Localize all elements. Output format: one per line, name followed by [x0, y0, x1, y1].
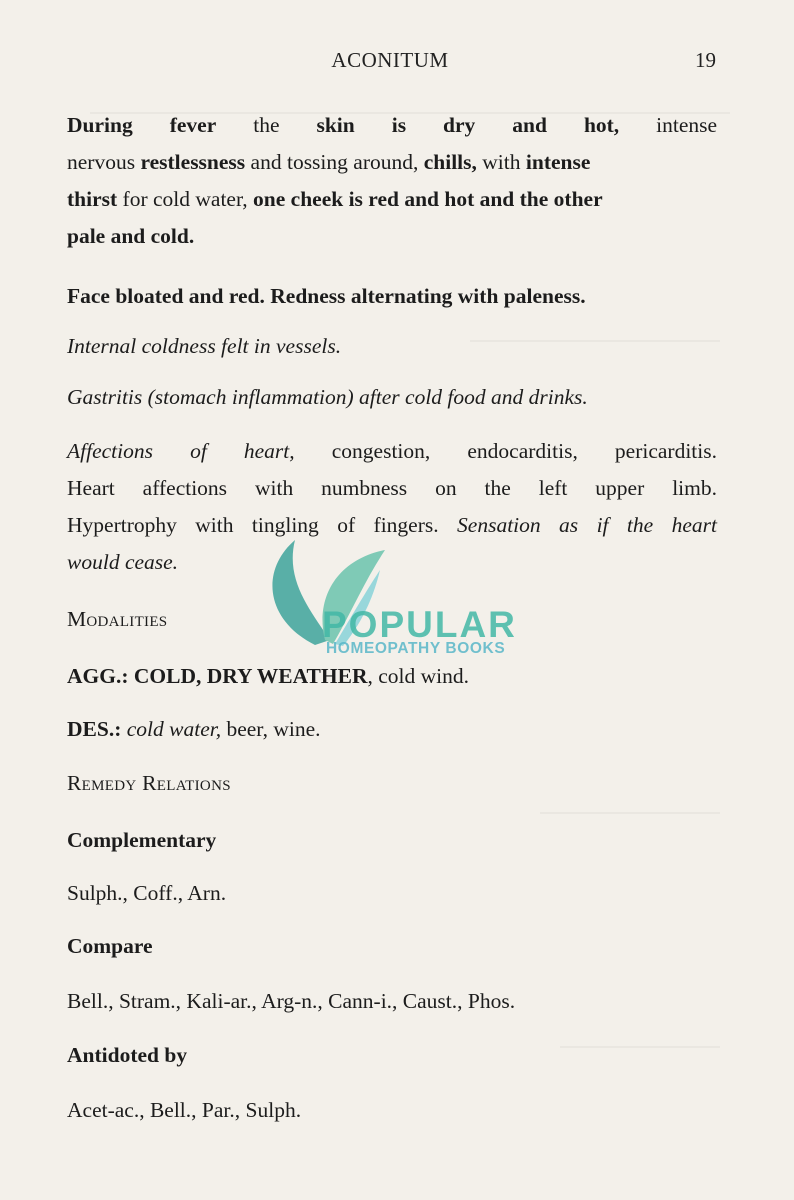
- heart-line-2: Heart affections with numbness on the left upper limb.: [67, 476, 717, 500]
- antidoted-list: Acet-ac., Bell., Par., Sulph.: [67, 1098, 302, 1122]
- fever-paragraph: [67, 107, 717, 255]
- page-number: 19: [695, 48, 716, 72]
- desire-line: DES.: cold water, beer, wine.: [67, 717, 321, 741]
- heart-line-3: Hypertrophy with tingling of fingers. Sensation as if the heart: [67, 513, 717, 537]
- face-symptom: Face bloated and red. Redness alternating with paleness.: [67, 284, 586, 308]
- aggravation-line: AGG.: COLD, DRY WEATHER, cold wind.: [67, 664, 470, 688]
- gastritis: Gastritis (stomach inflammation) after cold food and drinks.: [67, 385, 588, 409]
- heart-line-4: would cease.: [67, 550, 179, 574]
- antidoted-heading: Antidoted by: [67, 1043, 188, 1067]
- watermark-brand: POPULAR: [322, 604, 517, 645]
- fever-line-3: thirst for cold water, one cheek is red and hot and the other: [67, 187, 603, 211]
- complementary-heading: Complementary: [67, 828, 217, 852]
- fever-line-2: nervous restlessness and tossing around, chills, with intense: [67, 150, 591, 174]
- remedy-relations-heading: Remedy Relations: [67, 771, 231, 795]
- complementary-list: Sulph., Coff., Arn.: [67, 881, 227, 905]
- fever-line-4: pale and cold.: [67, 224, 195, 248]
- modalities-heading: Modalities: [67, 607, 168, 631]
- show-through-line: [540, 812, 720, 814]
- internal-coldness: Internal coldness felt in vessels.: [67, 334, 342, 358]
- compare-list: Bell., Stram., Kali-ar., Arg-n., Cann-i., Caust., Phos.: [67, 989, 516, 1013]
- compare-heading: Compare: [67, 934, 153, 958]
- page-header: [0, 48, 794, 78]
- heart-line-1: Affections of heart, congestion, endocarditis, pericarditis.: [67, 439, 717, 463]
- fever-line-1: During fever the skin is dry and hot, intense: [67, 113, 718, 137]
- running-title: ACONITUM: [331, 48, 449, 72]
- watermark-tagline: HOMEOPATHY BOOKS: [326, 640, 506, 657]
